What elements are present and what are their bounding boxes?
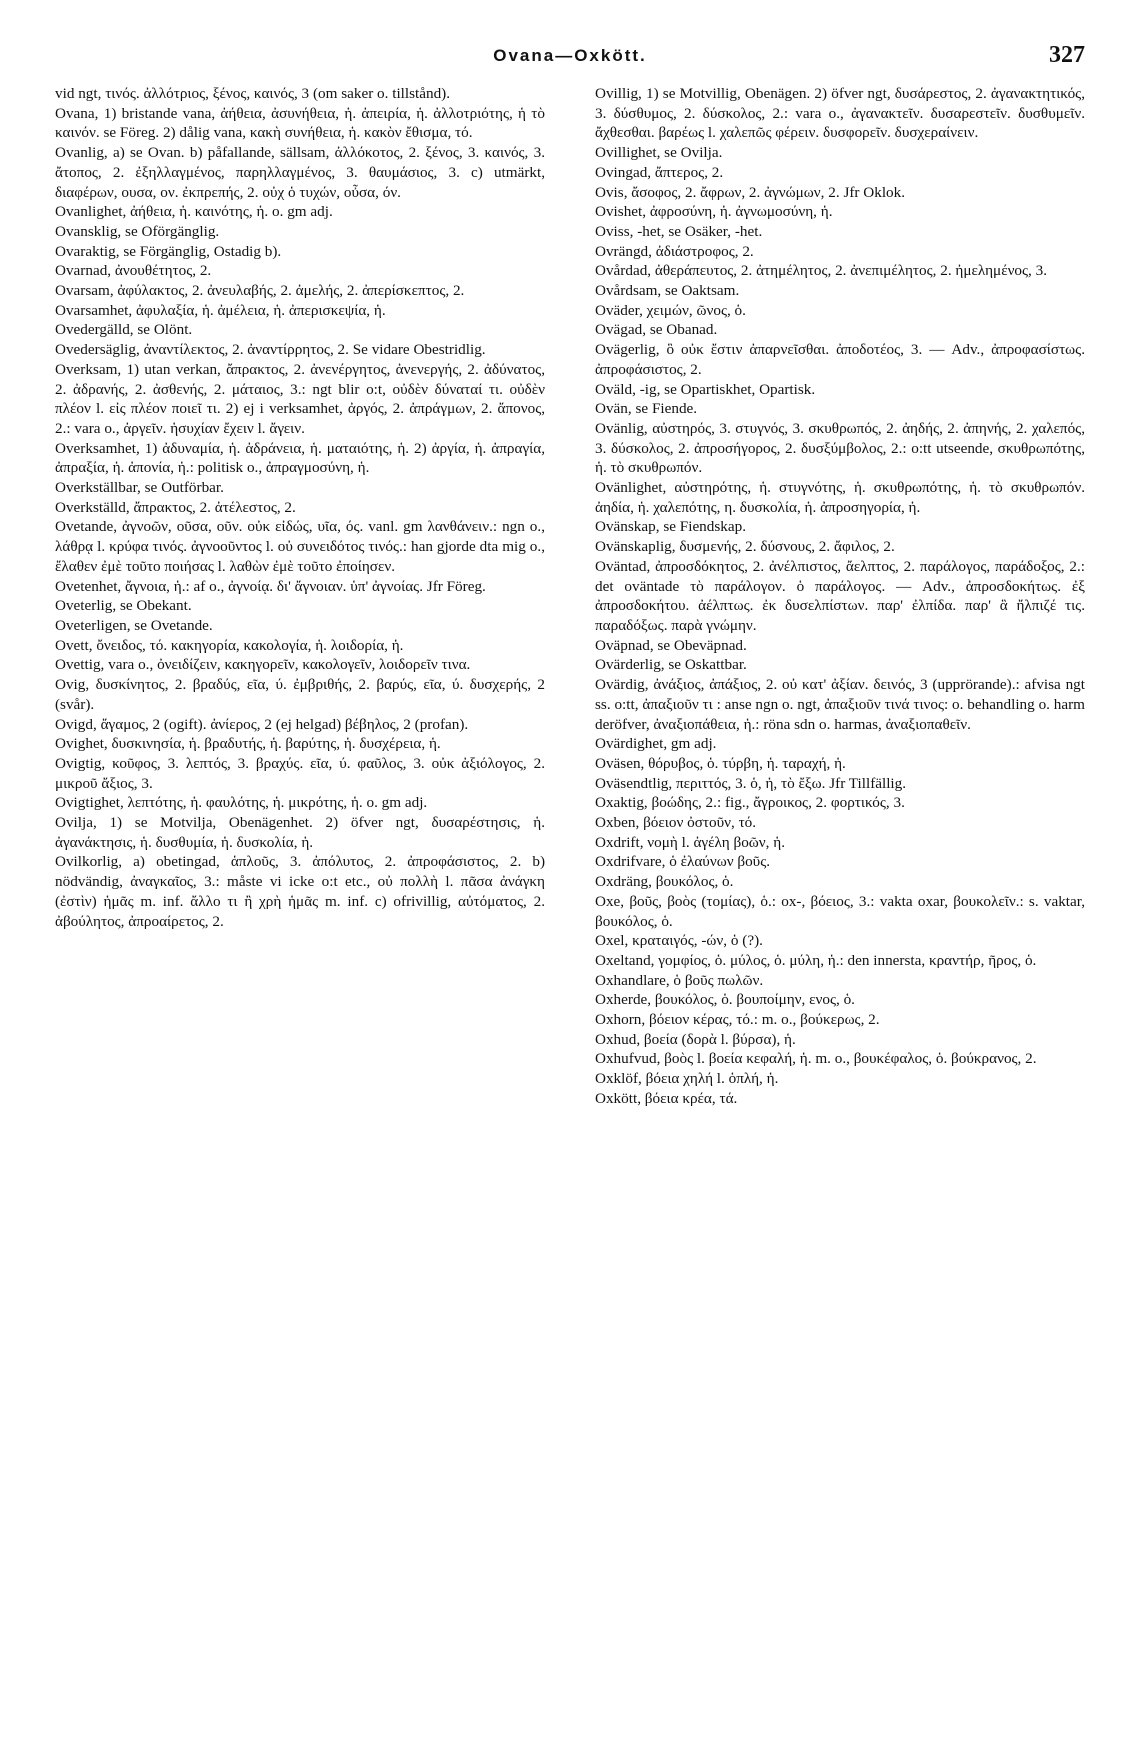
dictionary-entry: Ovedergälld, se Olönt. [55, 321, 193, 339]
dictionary-entry: Ovanlig, a) se Ovan. b) påfallande, sällsam, ἀλλόκοτος, 2. ξένος, 3. καινός, 3. ἄτοπος, 2. ἐξηλλαγμένος, παρηλλαγμένος, 3. θαυμάσιος, 3. c) utmärkt, διαφέρων, ουσα, ον. ἐκπρεπής, 2. οὐχ ὁ τυχών, οὖσα, όν. [55, 144, 545, 201]
dictionary-entry: Oväder, χειμών, ῶνος, ὁ. [595, 301, 746, 319]
dictionary-entry: Oväntad, ἀπροσδόκητος, 2. ἀνέλπιστος, ἄελπτος, 2. παράλογος, παράδοξος, 2.: det oväntade τὸ παράλογον. ὁ παράλογος. — Adv., ἀπροσδοκήτως. ἐξ ἀπροσδοκήτου. ἀέλπτως. ἐκ δυσελπίστων. παρ' ἐλπίδα. παρ' ἃ ἤλπιζέ τις. παραδόξως. παρὰ γνώμην. [595, 557, 1085, 634]
dictionary-entry: vid ngt, τινός. ἀλλότριος, ξένος, καινός, 3 (om saker o. tillstånd). [55, 85, 451, 102]
dictionary-entry: Oväld, -ig, se Opartiskhet, Opartisk. [595, 380, 816, 398]
dictionary-entry: Oxkött, βόεια κρέα, τά. [595, 1089, 738, 1107]
dictionary-entry: Ovägad, se Obanad. [595, 321, 718, 339]
dictionary-entry: Ovårdad, ἀθεράπευτος, 2. ἀτημέλητος, 2. ἀνεπιμέλητος, 2. ἠμελημένος, 3. [595, 262, 1048, 280]
dictionary-entry: Ovän, se Fiende. [595, 400, 698, 418]
dictionary-entry: Oxe, βοῦς, βοὸς (τομίας), ὁ.: ox-, βόειος, 3.: vakta oxar, βουκολεῖν.: s. vaktar, βουκόλος, ὁ. [595, 892, 1085, 930]
dictionary-entry: Oxel, κραταιγός, -ών, ὁ (?). [595, 932, 763, 950]
dictionary-entry: Ovrängd, ἀδιάστροφος, 2. [595, 242, 754, 260]
dictionary-entry: Ovana, 1) bristande vana, ἀήθεια, ἀσυνήθεια, ἡ. ἀπειρία, ἡ. ἀλλοτριότης, ἡ τὸ καινόν. se Föreg. 2) dålig vana, κακὴ συνήθεια, ἡ. κακὸν ἔθισμα, τό. [55, 104, 545, 142]
dictionary-entry: Overksamhet, 1) ἀδυναμία, ἡ. ἀδράνεια, ἡ. ματαιότης, ἡ. 2) ἀργία, ἡ. ἀπραγία, ἀπραξία, ἡ. ἀπονία, ἡ.: politisk o., ἀπραγμοσύνη, ἡ. [55, 439, 545, 477]
dictionary-entry: Ovärderlig, se Oskattbar. [595, 656, 747, 674]
dictionary-entry: Oxhandlare, ὁ βοῦς πωλῶν. [595, 971, 764, 989]
dictionary-entry: Ovillig, 1) se Motvillig, Obenägen. 2) öfver ngt, δυσάρεστος, 2. ἀγανακτητικός, 3. δύσθυμος, 2. δύσκολος, 2.: vara o., ἀγανακτεῖν. δυσαρεστεῖν. δυσθυμεῖν. ἄχθεσθαι. βαρέως l. χαλεπῶς φέρειν. δυσφορεῖν. δυσχεραίνειν. [595, 85, 1085, 142]
dictionary-entry: Ovingad, ἄπτερος, 2. [595, 163, 724, 181]
left-column [55, 84, 545, 1109]
dictionary-entry: Ovänlig, αὐστηρός, 3. στυγνός, 3. σκυθρωπός, 2. ἀηδής, 2. ἀπηνής, 2. χαλεπός, 3. δύσκολος, 2. ἀπροσήγορος, 2. δυσξύμβολος, 2.: o:tt utseende, σκυθρωπότης, ἡ. τὸ σκυθρωπόν. [595, 419, 1085, 477]
dictionary-entry: Oxdrifvare, ὁ ἐλαύνων βοῦς. [595, 853, 771, 871]
dictionary-entry: Oviss, -het, se Osäker, -het. [595, 222, 763, 240]
dictionary-entry: Ovarsamhet, ἀφυλαξία, ἡ. ἀμέλεια, ἡ. ἀπερισκεψία, ἡ. [55, 301, 386, 319]
dictionary-entry: Ovanlighet, ἀήθεια, ἡ. καινότης, ἡ. o. gm adj. [55, 203, 333, 221]
dictionary-entry: Ovishet, ἀφροσύνη, ἡ. ἀγνωμοσύνη, ἡ. [595, 203, 833, 221]
dictionary-entry: Oveterligen, se Ovetande. [55, 616, 213, 634]
dictionary-entry: Ovänskaplig, δυσμενής, 2. δύσνους, 2. ἄφιλος, 2. [595, 538, 895, 556]
dictionary-entry: Overksam, 1) utan verkan, ἄπρακτος, 2. ἀνενέργητος, ἀνενεργής, 2. ἀδύνατος, 2. ἀδρανής, 2. ἀσθενής, 2. μάταιος, 3.: ngt blir o:t, οὐδὲν δύναταί τι. οὐδὲν πλέον l. εἰς πλέον ποιεῖ τι. 2) ej i verksamhet, ἀργός, 2. ἀπράγμων, 2. ἄπονος, 2.: vara o., ἀργεῖν. ἡσυχίαν ἔχειν l. ἄγειν. [55, 360, 545, 437]
dictionary-entry: Ovis, ἄσοφος, 2. ἄφρων, 2. ἀγνώμων, 2. Jfr Oklok. [595, 183, 906, 201]
dictionary-entry: Ovaraktig, se Förgänglig, Ostadig b). [55, 242, 282, 260]
two-column-body [55, 84, 1085, 1109]
dictionary-entry: Ovårdsam, se Oaktsam. [595, 282, 740, 300]
dictionary-entry: Ovettig, vara o., ὀνειδίζειν, κακηγορεῖν, κακολογεῖν, λοιδορεῖν τινα. [55, 656, 471, 674]
dictionary-entry: Ovett, ὄνειδος, τό. κακηγορία, κακολογία, ἡ. λοιδορία, ἡ. [55, 636, 404, 654]
dictionary-entry: Oxben, βόειον ὀστοῦν, τό. [595, 814, 757, 832]
dictionary-entry: Oväsendtlig, περιττός, 3. ὁ, ἡ, τὸ ἔξω. Jfr Tillfällig. [595, 774, 907, 792]
dictionary-entry: Ovärdig, ἀνάξιος, ἀπάξιος, 2. οὐ κατ' ἀξίαν. δεινός, 3 (upprörande).: afvisa ngt ss. o:tt, ἀπαξιοῦν τι : anse ngn o. ngt, ἀπαξιοῦν τινά τινος: o. behandling o. harm deröfver, ἀναξιοπάθεια, ἡ.: röna sdn o. harmas, ἀναξιοπαθεῖν. [595, 676, 1085, 733]
dictionary-entry: Oxherde, βουκόλος, ὁ. βουποίμην, ενος, ὁ. [595, 991, 855, 1009]
dictionary-entry: Oxeltand, γομφίος, ὁ. μύλος, ὁ. μύλη, ἡ.: den innersta, κραντήρ, ῆρος, ὁ. [595, 951, 1037, 969]
dictionary-entry: Ovigtig, κοῦφος, 3. λεπτός, 3. βραχύς. εῖα, ύ. φαῦλος, 3. οὐκ ἀξιόλογος, 2. μικροῦ ἄξιος, 3. [55, 754, 545, 792]
dictionary-entry: Ovilja, 1) se Motvilja, Obenägenhet. 2) öfver ngt, δυσαρέστησις, ἡ. ἀγανάκτησις, ἡ. δυσθυμία, ἡ. δυσκολία, ἡ. [55, 814, 545, 851]
dictionary-entry: Oxklöf, βόεια χηλή l. ὁπλή, ἡ. [595, 1070, 779, 1088]
dictionary-entry: Ovänlighet, αὐστηρότης, ἡ. στυγνότης, ἡ. σκυθρωπότης, ἡ. τὸ σκυθρωπόν. ἀηδία, ἡ. χαλεπότης, η. δυσκολία, ἡ. ἀπροσηγορία, ἡ. [595, 479, 1085, 516]
dictionary-entry: Ovigtighet, λεπτότης, ἡ. φαυλότης, ἡ. μικρότης, ἡ. o. gm adj. [55, 794, 428, 812]
dictionary-entry: Ovigd, ἄγαμος, 2 (ogift). ἀνίερος, 2 (ej helgad) βέβηλος, 2 (profan). [55, 715, 469, 733]
dictionary-entry: Ovig, δυσκίνητος, 2. βραδύς, εῖα, ύ. ἐμβριθής, 2. βαρύς, εῖα, ύ. δυσχερής, 2 (svår). [55, 676, 545, 713]
dictionary-entry: Oxdräng, βουκόλος, ὁ. [595, 873, 734, 891]
dictionary-entry: Ovägerlig, ὃ οὐκ ἔστιν ἀπαρνεῖσθαι. ἀποδοτέος, 3. — Adv., ἀπροφασίστως. ἀπροφάσιστος, 2. [595, 341, 1085, 378]
header-title: Ovana—Oxkött. [493, 46, 647, 65]
dictionary-entry: Oväpnad, se Obeväpnad. [595, 636, 747, 654]
dictionary-entry: Ovärdighet, gm adj. [595, 735, 717, 753]
dictionary-entry: Ovedersäglig, ἀναντίλεκτος, 2. ἀναντίρρητος, 2. Se vidare Obestridlig. [55, 341, 486, 359]
dictionary-entry: Ovilkorlig, a) obetingad, ἁπλοῦς, 3. ἀπόλυτος, 2. ἀπροφάσιστος, 2. b) nödvändig, ἀναγκαῖος, 3.: måste vi icke o:t etc., οὐ πολλὴ l. πᾶσα ἀνάγκη (ἐστὶν) ἡμᾶς m. inf. ἄλλο τι ἢ χρὴ ἡμᾶς m. inf. c) ofrivillig, αὐτόματος, 2. ἀβούλητος, ἀπροαίρετος, 2. [55, 853, 545, 930]
dictionary-entry: Overkställbar, se Outförbar. [55, 479, 224, 497]
dictionary-entry: Ovarsam, ἀφύλακτος, 2. ἀνευλαβής, 2. ἀμελής, 2. ἀπερίσκεπτος, 2. [55, 282, 465, 300]
dictionary-page [55, 42, 1085, 1109]
dictionary-entry: Oväsen, θόρυβος, ὁ. τύρβη, ἡ. ταραχή, ἡ. [595, 754, 846, 772]
dictionary-entry: Oveterlig, se Obekant. [55, 597, 192, 615]
dictionary-entry: Ovillighet, se Ovilja. [595, 144, 723, 162]
dictionary-entry: Oxdrift, νομὴ l. ἀγέλη βοῶν, ἡ. [595, 833, 785, 851]
dictionary-entry: Ovighet, δυσκινησία, ἡ. βραδυτής, ἡ. βαρύτης, ἡ. δυσχέρεια, ἡ. [55, 735, 441, 753]
page-number: 327 [1049, 42, 1085, 68]
dictionary-entry: Ovetenhet, ἄγνοια, ἡ.: af o., ἀγνοίᾳ. δι' ἄγνοιαν. ὑπ' ἀγνοίας. Jfr Föreg. [55, 577, 486, 595]
dictionary-entry: Ovetande, ἀγνοῶν, οῦσα, οῦν. οὐκ εἰδώς, υῖα, ός. vanl. gm λανθάνειν.: ngn o., λάθρᾳ l. κρύφα τινός. ἀγνοοῦντος l. οὐ συνειδότος τινός.: han gjorde dta mig o., ἔλαθεν ἐμὲ τοῦτο ποιήσας l. λαθὼν ἐμὲ τοῦτο ἐποίησεν. [55, 518, 545, 575]
right-column [595, 84, 1085, 1109]
dictionary-entry: Oxaktig, βοώδης, 2.: fig., ἄγροικος, 2. φορτικός, 3. [595, 794, 905, 812]
dictionary-entry: Oxhorn, βόειον κέρας, τό.: m. o., βούκερως, 2. [595, 1011, 880, 1029]
dictionary-entry: Ovänskap, se Fiendskap. [595, 518, 747, 536]
running-header [55, 42, 1085, 80]
dictionary-entry: Oxhud, βοεία (δορὰ l. βύρσα), ἡ. [595, 1030, 796, 1048]
dictionary-entry: Ovansklig, se Oförgänglig. [55, 222, 220, 240]
dictionary-entry: Oxhufvud, βοὸς l. βοεία κεφαλή, ἡ. m. o., βουκέφαλος, ὁ. βούκρανος, 2. [595, 1050, 1037, 1068]
dictionary-entry: Overkställd, ἄπρακτος, 2. ἀτέλεστος, 2. [55, 498, 296, 516]
dictionary-entry: Ovarnad, ἀνουθέτητος, 2. [55, 262, 212, 280]
